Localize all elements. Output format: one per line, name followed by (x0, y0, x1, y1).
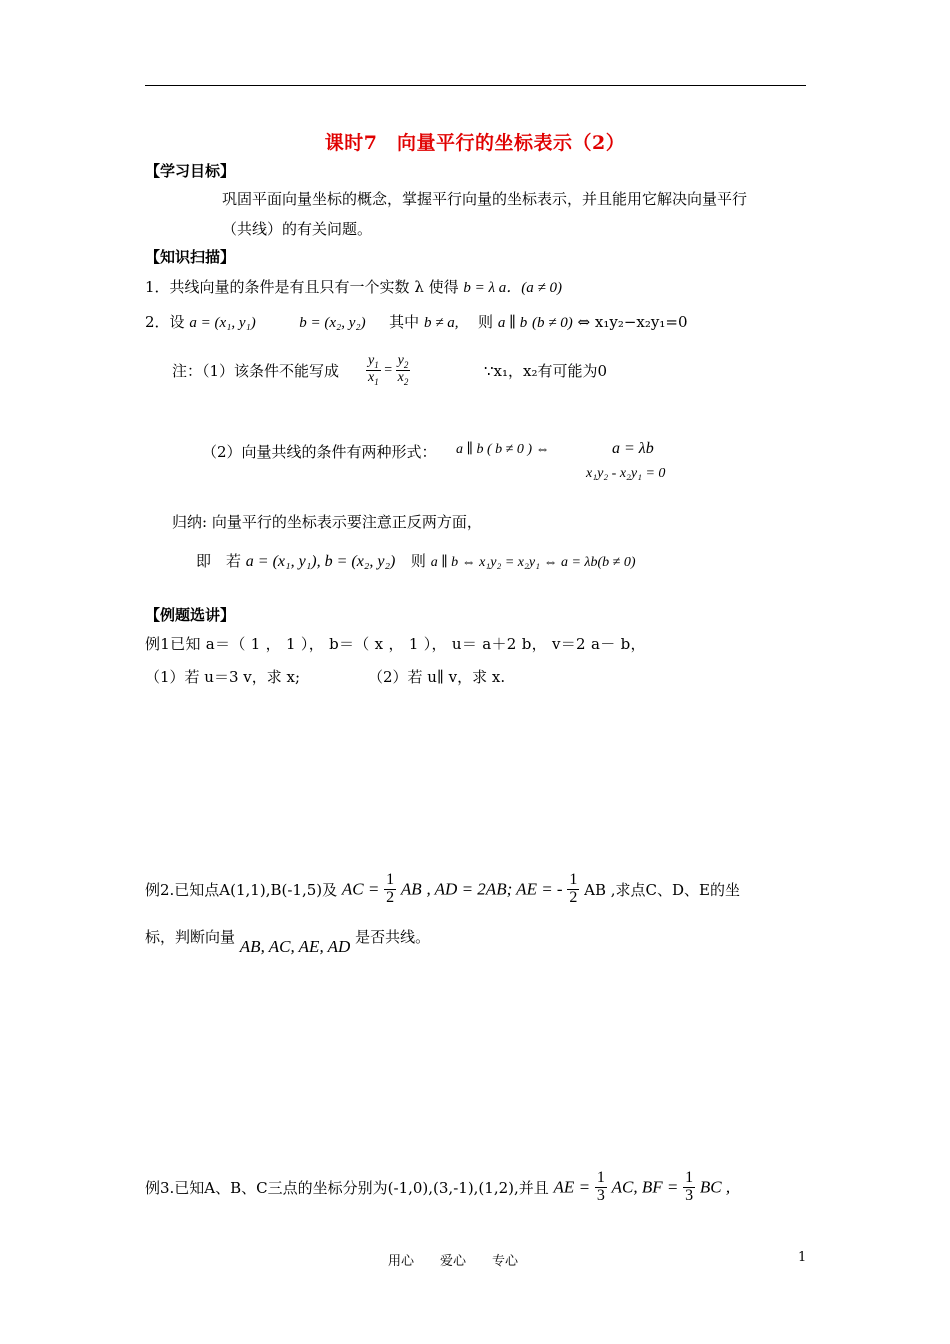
summary2-then: 则 (410, 552, 426, 570)
fraction-one-third-2 (683, 1170, 695, 1205)
example2-line1 (145, 872, 740, 907)
fraction-numerator-1: 1 (386, 871, 395, 888)
ex3-end: BC , (699, 1177, 731, 1197)
summary-line1: 归纳: 向量平行的坐标表示要注意正反两方面， (172, 513, 482, 531)
summary-line2 (196, 550, 635, 571)
fraction-one-half (384, 872, 396, 907)
note1-reason: ∵x₁，x₂有可能为0 (484, 362, 608, 380)
fraction-numerator-1b: 1 (569, 871, 578, 888)
note2-form2-bottom: x₁y₂ - x₂y₁ = 0 (586, 466, 666, 481)
fraction-denominator-2: 2 (386, 888, 395, 906)
fraction-denominator-2b: 2 (569, 888, 578, 906)
ex2-ad: , AD = 2AB; AE = - (426, 879, 563, 899)
knowledge-item1 (145, 276, 562, 297)
fraction-denominator-x1: $x_1$ (368, 370, 379, 388)
item2-prefix: 2．设 (145, 313, 185, 331)
goals-heading: 【学习目标】 (145, 162, 236, 180)
page-title: 课时7 向量平行的坐标表示（2） (324, 132, 626, 154)
note1-prefix: 注：（1）该条件不能写成 (172, 362, 340, 380)
examples-heading: 【例题选讲】 (145, 606, 236, 624)
note1-fraction (366, 354, 410, 387)
fraction-numerator-y1: $y_1$ (368, 353, 379, 370)
ex3-prefix: 例3.已知A、B、C三点的坐标分别为(-1,0),(3,-1),(1,2),并且 (145, 1178, 549, 1197)
ex2-ac: AC = (341, 879, 380, 899)
fraction-denominator-x2: $x_2$ (397, 370, 409, 388)
equals-sign: = (384, 362, 393, 378)
knowledge-item2 (145, 311, 687, 332)
item2-mid: 其中 (389, 313, 420, 331)
item2-cond: b ≠ a, (423, 315, 459, 331)
item2-vector-b: b = (x₂, y₂) (299, 315, 366, 331)
ex2-suffix: AB ,求点C、D、E的坐 (584, 880, 741, 899)
example2-line2 (145, 926, 431, 956)
fraction-numerator-y2: $y_2$ (397, 353, 409, 370)
fraction-numerator-1d: 1 (685, 1169, 694, 1186)
goals-text-line1: 巩固平面向量坐标的概念，掌握平行向量的坐标表示，并且能用它解决向量平行 (222, 190, 748, 208)
ex2-line2-vectors: AB, AC, AE, AD (239, 937, 351, 956)
item2-then: 则 (478, 313, 494, 331)
footer-page-number: 1 (798, 1250, 807, 1265)
fraction-one-third (595, 1170, 607, 1205)
item2-cond2: (b ≠ 0) (532, 315, 573, 331)
ex2-line2-prefix: 标，判断向量 (145, 928, 236, 946)
fraction-y1-x1 (366, 354, 381, 387)
note2-form2-top: a = λb (612, 440, 654, 457)
fraction-denominator-3: 3 (596, 1186, 605, 1204)
item1-prefix: 1．共线向量的条件是有且只有一个实数 λ 使得 (145, 278, 459, 296)
item1-formula: b = λ a．(a ≠ 0) (463, 280, 562, 296)
example3-line1 (145, 1170, 730, 1205)
knowledge-heading: 【知识扫描】 (145, 248, 236, 266)
summary2-prefix: 即 若 (196, 552, 242, 570)
note2-form1: a ∥ b ( b ≠ 0 ) ⇔ (456, 442, 550, 457)
example1-question1: （1）若 u＝3 v，求 x; (145, 668, 301, 686)
goals-text-line2: （共线）的有关问题。 (222, 220, 373, 238)
fraction-denominator-3b: 3 (685, 1186, 694, 1204)
ex3-mid: AC, BF = (611, 1177, 679, 1197)
footer-center: 用心 爱心 专心 (388, 1254, 519, 1269)
example1-question2: （2）若 u∥ v，求 x. (368, 668, 506, 686)
ex3-ae: AE = (553, 1177, 591, 1197)
item2-result: ⇔ x₁y₂−x₂y₁=0 (577, 313, 688, 331)
example1-line1: 例1已知 a＝（ 1 ， 1 ）， b＝（ x ， 1 ）， u＝ a＋2 b， v＝2 a－ b， (145, 635, 646, 653)
note2-prefix: （2）向量共线的条件有两种形式： (202, 443, 437, 461)
ex2-prefix: 例2.已知点A(1,1),B(-1,5)及 (145, 880, 338, 899)
summary2-formula: a = (x₁, y₁), b = (x₂, y₂) (245, 553, 396, 570)
ex2-line2-suffix: 是否共线。 (355, 928, 431, 946)
item2-vector-a: a = (x₁, y₁) (189, 315, 256, 331)
item2-parallel: a ∥ b (497, 315, 528, 331)
fraction-y2-x2 (396, 354, 411, 387)
fraction-one-half-2 (567, 872, 579, 907)
fraction-numerator-1c: 1 (596, 1169, 605, 1186)
summary2-chain: a ∥ b ⇔ x₁y₂ = x₂y₁ ⇔ a = λb(b ≠ 0) (430, 555, 636, 570)
header-rule (145, 85, 806, 86)
ex2-ab: AB (400, 879, 422, 899)
